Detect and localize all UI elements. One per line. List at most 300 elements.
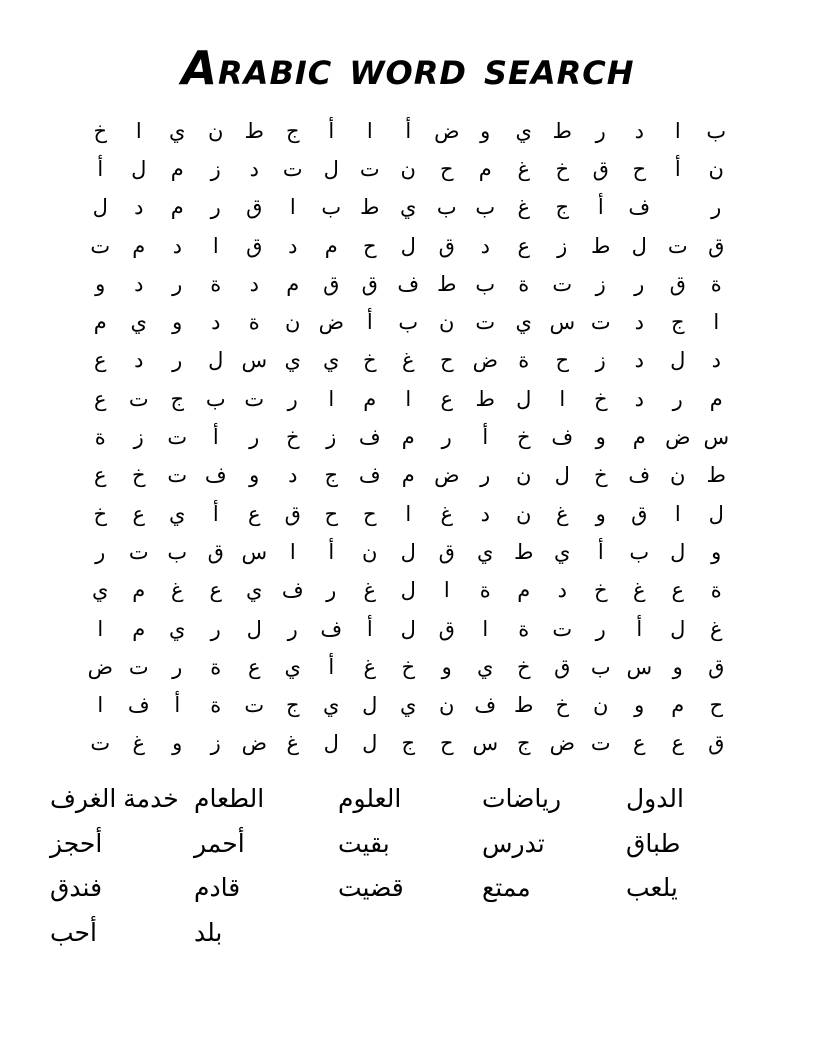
grid-cell[interactable]: ا — [97, 694, 104, 718]
grid-cell[interactable]: غ — [517, 157, 531, 181]
grid-cell[interactable]: ة — [518, 349, 530, 373]
grid-cell[interactable]: خ — [516, 655, 531, 679]
word-list-item: العلوم — [338, 785, 402, 813]
grid-cell[interactable]: ا — [212, 234, 219, 258]
grid-cell[interactable]: ف — [281, 579, 304, 603]
grid-cell[interactable]: خ — [362, 349, 377, 373]
grid-cell[interactable]: ر — [326, 579, 337, 603]
grid-cell[interactable]: ي — [515, 119, 532, 143]
grid-cell[interactable]: ت — [244, 694, 265, 718]
grid-cell[interactable]: ل — [631, 234, 647, 258]
grid-cell[interactable]: ة — [210, 694, 222, 718]
grid-cell[interactable]: م — [401, 426, 415, 450]
grid-cell[interactable]: س — [703, 426, 730, 450]
grid-cell[interactable]: غ — [555, 502, 569, 526]
grid-cell[interactable]: أ — [366, 311, 373, 335]
grid-cell[interactable]: ب — [629, 540, 650, 564]
grid-cell[interactable]: ل — [131, 157, 147, 181]
grid-cell[interactable]: و — [95, 272, 106, 296]
grid-cell[interactable]: ة — [479, 579, 491, 603]
grid-cell[interactable]: ق — [438, 234, 455, 258]
grid-cell[interactable]: خ — [593, 464, 608, 488]
grid-cell[interactable]: ا — [405, 502, 412, 526]
grid-cell[interactable]: ي — [130, 311, 147, 335]
grid-cell[interactable]: ي — [477, 655, 494, 679]
grid-cell[interactable]: م — [93, 311, 107, 335]
grid-cell[interactable]: ض — [434, 119, 460, 143]
grid-cell[interactable]: ق — [438, 617, 455, 641]
grid-cell[interactable]: ح — [439, 732, 454, 756]
grid-cell[interactable]: و — [172, 311, 183, 335]
grid-cell[interactable]: د — [249, 157, 259, 181]
grid-cell[interactable]: ز — [133, 426, 144, 450]
grid-cell[interactable]: ف — [628, 464, 651, 488]
grid-cell[interactable]: ج — [401, 732, 416, 756]
grid-cell[interactable]: ع — [209, 579, 223, 603]
grid-cell[interactable]: ا — [328, 387, 335, 411]
grid-cell[interactable]: ط — [514, 694, 534, 718]
grid-cell[interactable]: خ — [593, 387, 608, 411]
grid-cell[interactable]: ي — [400, 196, 417, 220]
grid-cell[interactable]: ا — [482, 617, 489, 641]
grid-cell[interactable]: و — [595, 502, 606, 526]
grid-cell[interactable]: ح — [632, 157, 647, 181]
grid-cell[interactable]: ض — [241, 732, 267, 756]
grid-cell[interactable]: ن — [516, 464, 532, 488]
grid-cell[interactable]: ي — [515, 311, 532, 335]
grid-cell[interactable]: ل — [362, 694, 378, 718]
grid-cell[interactable]: خ — [401, 655, 416, 679]
grid-cell[interactable]: ت — [244, 387, 265, 411]
grid-cell[interactable]: ف — [127, 694, 150, 718]
grid-cell[interactable]: ف — [474, 694, 497, 718]
grid-cell[interactable]: ع — [632, 732, 646, 756]
grid-cell[interactable]: ب — [475, 196, 496, 220]
grid-cell[interactable]: س — [241, 349, 268, 373]
grid-cell[interactable]: ة — [248, 311, 260, 335]
grid-cell[interactable]: خ — [131, 464, 146, 488]
grid-cell[interactable]: ر — [441, 426, 452, 450]
grid-cell[interactable]: ز — [210, 157, 221, 181]
grid-cell[interactable]: ت — [359, 157, 380, 181]
grid-cell[interactable]: ر — [672, 387, 683, 411]
grid-cell[interactable]: ر — [210, 617, 221, 641]
grid-cell[interactable]: ب — [167, 540, 188, 564]
grid-cell[interactable]: أ — [328, 119, 335, 143]
grid-cell[interactable]: ع — [517, 234, 531, 258]
grid-cell[interactable]: ة — [94, 426, 106, 450]
grid-cell[interactable]: ت — [552, 272, 573, 296]
grid-cell[interactable]: ن — [708, 157, 724, 181]
grid-cell[interactable]: ف — [358, 464, 381, 488]
grid-cell[interactable]: ب — [475, 272, 496, 296]
grid-cell[interactable]: ع — [93, 464, 107, 488]
grid-cell[interactable]: ق — [246, 196, 263, 220]
grid-cell[interactable]: و — [595, 426, 606, 450]
grid-cell[interactable]: ق — [361, 272, 378, 296]
grid-cell[interactable]: م — [632, 426, 646, 450]
grid-cell[interactable]: ز — [210, 732, 221, 756]
word-list-item: أحجز — [50, 829, 103, 858]
grid-cell[interactable]: ف — [358, 426, 381, 450]
grid-cell[interactable]: ر — [172, 272, 183, 296]
grid-cell[interactable]: ل — [554, 464, 570, 488]
grid-cell[interactable]: أ — [212, 502, 219, 526]
grid-cell[interactable]: ت — [552, 617, 573, 641]
grid-cell[interactable]: ب — [398, 311, 419, 335]
grid-cell[interactable]: ة — [518, 617, 530, 641]
grid-cell[interactable]: ب — [590, 655, 611, 679]
grid-cell[interactable]: ي — [554, 540, 571, 564]
grid-cell[interactable]: ح — [439, 157, 454, 181]
grid-cell[interactable]: ز — [557, 234, 568, 258]
grid-cell[interactable]: غ — [709, 617, 723, 641]
grid-cell[interactable]: ح — [555, 349, 570, 373]
grid-cell[interactable]: ب — [706, 119, 727, 143]
grid-cell[interactable]: د — [134, 349, 144, 373]
grid-cell[interactable]: أ — [674, 157, 681, 181]
grid-cell[interactable]: د — [480, 234, 490, 258]
grid-cell[interactable]: ط — [552, 119, 572, 143]
grid-cell[interactable]: غ — [401, 349, 415, 373]
grid-cell[interactable]: ب — [436, 196, 457, 220]
grid-cell[interactable]: ر — [249, 426, 260, 450]
grid-cell[interactable]: ة — [210, 655, 222, 679]
grid-cell[interactable]: ي — [284, 655, 301, 679]
grid-cell[interactable]: د — [172, 234, 182, 258]
grid-cell[interactable]: م — [709, 387, 723, 411]
grid-cell[interactable]: ل — [670, 617, 686, 641]
grid-cell[interactable]: ر — [172, 655, 183, 679]
grid-cell[interactable]: ي — [477, 540, 494, 564]
grid-cell[interactable]: ق — [554, 655, 571, 679]
grid-cell[interactable]: ف — [628, 196, 651, 220]
grid-cell[interactable]: ل — [400, 234, 416, 258]
grid-cell[interactable]: ا — [674, 502, 681, 526]
grid-cell[interactable]: ا — [713, 311, 720, 335]
grid-cell[interactable]: ز — [595, 272, 606, 296]
grid-cell[interactable]: غ — [440, 502, 454, 526]
grid-cell[interactable]: س — [626, 655, 653, 679]
grid-cell[interactable]: م — [132, 234, 146, 258]
grid-cell[interactable]: ل — [323, 732, 339, 756]
grid-cell[interactable]: د — [634, 349, 644, 373]
grid-cell[interactable]: ج — [670, 311, 685, 335]
grid-cell[interactable]: م — [286, 272, 300, 296]
grid-cell[interactable]: ض — [472, 349, 498, 373]
grid-cell[interactable]: ف — [204, 464, 227, 488]
grid-cell[interactable]: أ — [328, 540, 335, 564]
grid-cell[interactable]: ب — [205, 387, 226, 411]
grid-cell[interactable]: س — [241, 540, 268, 564]
grid-cell[interactable]: ل — [92, 196, 108, 220]
word-list — [50, 782, 770, 960]
grid-cell[interactable]: ج — [324, 464, 339, 488]
grid-cell[interactable]: ن — [593, 694, 609, 718]
grid-cell[interactable]: ح — [362, 234, 377, 258]
grid-cell[interactable]: م — [478, 157, 492, 181]
grid-cell[interactable]: م — [170, 157, 184, 181]
grid-cell[interactable]: ع — [671, 579, 685, 603]
grid-cell[interactable]: أ — [597, 540, 604, 564]
grid-cell[interactable]: ف — [320, 617, 343, 641]
grid-cell[interactable]: م — [401, 464, 415, 488]
grid-cell[interactable]: خ — [593, 579, 608, 603]
grid-cell[interactable]: ح — [324, 502, 339, 526]
grid-cell[interactable]: ر — [480, 464, 491, 488]
grid-cell[interactable]: ط — [591, 234, 611, 258]
grid-cell[interactable]: ت — [590, 732, 611, 756]
grid-cell[interactable]: ج — [170, 387, 185, 411]
grid-cell[interactable]: د — [211, 311, 221, 335]
word-list-item: فندق — [50, 874, 103, 902]
grid-cell[interactable]: س — [472, 732, 499, 756]
grid-cell[interactable]: ع — [671, 732, 685, 756]
grid-cell[interactable]: ج — [516, 732, 531, 756]
grid-cell[interactable]: ح — [439, 349, 454, 373]
grid-cell[interactable]: أ — [482, 426, 489, 450]
grid-cell[interactable]: ي — [323, 349, 340, 373]
grid-cell[interactable]: ن — [285, 311, 301, 335]
grid-cell[interactable]: ل — [708, 502, 724, 526]
grid-cell[interactable]: و — [634, 694, 645, 718]
grid-cell[interactable]: ر — [634, 272, 645, 296]
grid-cell[interactable]: د — [557, 579, 567, 603]
grid-cell[interactable]: ي — [169, 119, 186, 143]
grid-cell[interactable]: د — [634, 311, 644, 335]
grid-cell[interactable]: ت — [90, 732, 111, 756]
grid-cell[interactable]: ق — [207, 540, 224, 564]
grid-cell[interactable]: أ — [366, 617, 373, 641]
grid-cell[interactable]: خ — [516, 426, 531, 450]
grid-cell[interactable]: ل — [246, 617, 262, 641]
grid-cell[interactable]: د — [134, 196, 144, 220]
grid-cell[interactable]: ع — [93, 387, 107, 411]
grid-cell[interactable]: ق — [284, 502, 301, 526]
grid-cell[interactable] — [659, 189, 698, 227]
grid-cell[interactable]: ن — [439, 694, 455, 718]
grid-cell[interactable]: ا — [289, 196, 296, 220]
grid-cell[interactable]: ن — [516, 502, 532, 526]
grid-cell[interactable]: ي — [284, 349, 301, 373]
grid-cell[interactable]: و — [172, 732, 183, 756]
grid-cell[interactable]: أ — [174, 694, 181, 718]
grid-cell[interactable]: ط — [514, 540, 534, 564]
grid-cell[interactable]: ل — [400, 579, 416, 603]
grid-cell[interactable]: ت — [128, 540, 149, 564]
grid-cell[interactable]: غ — [132, 732, 146, 756]
grid-cell[interactable]: ع — [247, 655, 261, 679]
grid-cell[interactable]: غ — [517, 196, 531, 220]
grid-cell[interactable]: ض — [87, 655, 113, 679]
grid-cell[interactable]: خ — [555, 694, 570, 718]
grid-cell[interactable]: خ — [93, 119, 108, 143]
grid-cell[interactable]: د — [288, 234, 298, 258]
grid-cell[interactable]: أ — [328, 655, 335, 679]
grid-cell[interactable]: ق — [669, 272, 686, 296]
grid-cell[interactable]: ف — [551, 426, 574, 450]
grid-cell[interactable]: ة — [210, 272, 222, 296]
grid-cell[interactable]: ت — [167, 464, 188, 488]
grid-cell[interactable]: ر — [95, 540, 106, 564]
grid-cell[interactable]: ا — [135, 119, 142, 143]
grid-cell[interactable]: ع — [440, 387, 454, 411]
grid-cell[interactable]: أ — [405, 119, 412, 143]
grid-cell[interactable]: ا — [366, 119, 373, 143]
grid-cell[interactable]: م — [324, 234, 338, 258]
grid-cell[interactable]: خ — [555, 157, 570, 181]
page-title: Arabic word search — [181, 41, 635, 95]
grid-cell[interactable]: ر — [711, 196, 722, 220]
grid-cell[interactable]: ت — [90, 234, 111, 258]
grid-cell[interactable]: د — [634, 119, 644, 143]
grid-cell[interactable]: و — [441, 655, 452, 679]
grid-cell[interactable]: ة — [518, 272, 530, 296]
grid-cell[interactable]: ل — [362, 732, 378, 756]
grid-cell[interactable]: ر — [210, 196, 221, 220]
grid-cell[interactable]: د — [711, 349, 721, 373]
grid-cell[interactable]: ا — [405, 387, 412, 411]
grid-cell[interactable]: ت — [128, 655, 149, 679]
grid-cell[interactable]: ر — [595, 617, 606, 641]
grid-cell[interactable]: ط — [706, 464, 726, 488]
grid-cell[interactable]: د — [134, 272, 144, 296]
grid-cell[interactable]: ن — [208, 119, 224, 143]
grid-cell[interactable]: ر — [287, 617, 298, 641]
grid-cell[interactable]: ض — [665, 426, 691, 450]
word-list-item: الدول — [626, 785, 684, 813]
grid-cell[interactable]: ت — [590, 311, 611, 335]
grid-cell[interactable]: ق — [631, 502, 648, 526]
grid-cell[interactable]: ق — [708, 234, 725, 258]
grid-cell[interactable]: ج — [555, 196, 570, 220]
word-list-item: أحب — [50, 918, 97, 947]
grid-cell[interactable]: غ — [363, 655, 377, 679]
grid-cell[interactable]: ل — [670, 540, 686, 564]
grid-cell[interactable]: ت — [475, 311, 496, 335]
word-list-item: تدرس — [482, 829, 545, 858]
grid-cell[interactable]: ف — [397, 272, 420, 296]
grid-cell[interactable]: ا — [674, 119, 681, 143]
grid-cell[interactable]: س — [549, 311, 576, 335]
grid-cell[interactable]: و — [672, 655, 683, 679]
grid-cell[interactable]: ز — [595, 349, 606, 373]
grid-cell[interactable]: ض — [434, 464, 460, 488]
grid-cell[interactable]: أ — [97, 157, 104, 181]
grid-cell[interactable]: ط — [475, 387, 495, 411]
grid-cell[interactable]: ن — [670, 464, 686, 488]
grid-cell[interactable]: ي — [323, 694, 340, 718]
grid-cell[interactable]: ق — [592, 157, 609, 181]
grid-cell[interactable]: ي — [246, 579, 263, 603]
grid-cell[interactable]: ع — [132, 502, 146, 526]
grid-cell[interactable]: ت — [667, 234, 688, 258]
grid-cell[interactable]: ل — [670, 349, 686, 373]
grid-cell[interactable]: و — [249, 464, 260, 488]
grid-cell[interactable]: ا — [97, 617, 104, 641]
grid-cell[interactable]: ق — [708, 732, 725, 756]
grid-cell[interactable]: ط — [244, 119, 264, 143]
grid-cell[interactable]: ل — [323, 157, 339, 181]
grid-cell[interactable]: د — [634, 387, 644, 411]
grid-cell[interactable]: ع — [247, 502, 261, 526]
grid-cell[interactable]: م — [517, 579, 531, 603]
grid-cell[interactable]: ي — [400, 694, 417, 718]
grid-cell[interactable]: ت — [282, 157, 303, 181]
grid-cell[interactable]: ر — [172, 349, 183, 373]
grid-cell[interactable]: ي — [169, 617, 186, 641]
grid-cell[interactable]: ز — [326, 426, 337, 450]
grid-cell[interactable]: ق — [708, 655, 725, 679]
grid-cell[interactable]: ح — [709, 694, 724, 718]
grid-cell[interactable]: م — [132, 617, 146, 641]
grid-cell[interactable]: ر — [287, 387, 298, 411]
grid-cell[interactable]: ق — [246, 234, 263, 258]
grid-cell[interactable]: و — [711, 540, 722, 564]
grid-cell[interactable]: ض — [549, 732, 575, 756]
grid-cell[interactable]: ج — [285, 119, 300, 143]
grid-cell[interactable]: غ — [632, 579, 646, 603]
grid-cell[interactable]: أ — [212, 426, 219, 450]
grid-cell[interactable]: ن — [439, 311, 455, 335]
grid-cell[interactable]: ق — [438, 540, 455, 564]
grid-cell[interactable]: ل — [400, 617, 416, 641]
grid-cell[interactable]: خ — [93, 502, 108, 526]
grid-cell[interactable]: ت — [128, 387, 149, 411]
grid-cell[interactable]: ح — [362, 502, 377, 526]
grid-cell[interactable]: ي — [169, 502, 186, 526]
grid-cell[interactable]: ن — [400, 157, 416, 181]
grid-cell[interactable]: ب — [321, 196, 342, 220]
grid-cell[interactable]: ر — [595, 119, 606, 143]
grid-cell[interactable]: ة — [710, 272, 722, 296]
grid-cell[interactable]: ل — [208, 349, 224, 373]
grid-cell[interactable]: و — [480, 119, 491, 143]
word-list-item: ممتع — [482, 874, 531, 902]
word-list-item: بقيت — [338, 829, 390, 858]
grid-cell[interactable]: ل — [516, 387, 532, 411]
grid-cell[interactable]: غ — [363, 579, 377, 603]
grid-cell[interactable]: د — [288, 464, 298, 488]
grid-cell[interactable]: ط — [437, 272, 457, 296]
grid-cell[interactable]: ة — [710, 579, 722, 603]
grid-cell[interactable]: ا — [443, 579, 450, 603]
grid-cell[interactable]: ع — [93, 349, 107, 373]
grid-cell[interactable]: ض — [318, 311, 344, 335]
grid-cell[interactable]: م — [671, 694, 685, 718]
grid-cell[interactable]: ا — [559, 387, 566, 411]
grid-cell[interactable]: م — [363, 387, 377, 411]
grid-cell[interactable]: ق — [323, 272, 340, 296]
grid-cell[interactable]: أ — [597, 196, 604, 220]
grid-cell[interactable]: ل — [400, 540, 416, 564]
grid-cell[interactable]: غ — [170, 579, 184, 603]
grid-cell[interactable]: ا — [289, 540, 296, 564]
grid-cell[interactable]: م — [170, 196, 184, 220]
word-list-item: بلد — [194, 918, 223, 947]
grid-cell[interactable]: د — [249, 272, 259, 296]
grid-cell[interactable]: أ — [636, 617, 643, 641]
grid-cell[interactable]: م — [132, 579, 146, 603]
grid-cell[interactable]: ت — [167, 426, 188, 450]
grid-cell[interactable]: ط — [360, 196, 380, 220]
grid-cell[interactable]: ج — [285, 694, 300, 718]
grid-cell[interactable]: ي — [92, 579, 109, 603]
grid-cell[interactable]: غ — [286, 732, 300, 756]
grid-cell[interactable]: ن — [362, 540, 378, 564]
grid-cell[interactable]: د — [480, 502, 490, 526]
grid-cell[interactable]: خ — [285, 426, 300, 450]
